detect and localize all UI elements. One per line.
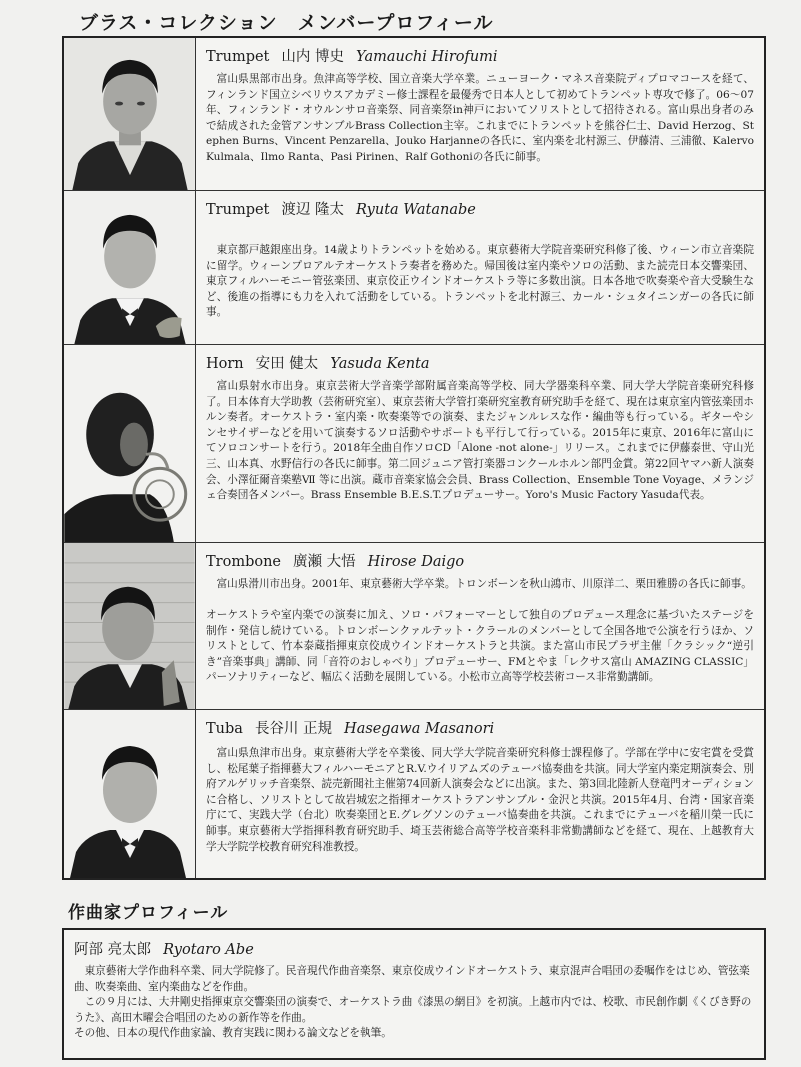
member-name-jp: 山内 博史 bbox=[281, 49, 344, 65]
composer-bio bbox=[74, 964, 754, 1042]
composer-bio-paragraph: この９月には、大井剛史指揮東京交響楽団の演奏で、オーケストラ曲《漆黒の網目》を初演。上越市内では、校歌、市民創作劇《くびき野のうた》、高田木曜会合唱団のための新作等を作曲。 bbox=[74, 996, 752, 1024]
member-bio: 富山県射水市出身。東京芸術大学音楽学部附属音楽高等学校、同大学器楽科卒業、同大学大学院音楽研究科修了。日本体育大学助教（芸術研究室）、東京芸術大学管打楽研究室教育研究助手を経て、現在は東京室内管弦楽団ホルン奏者。オーケストラ・室内楽・吹奏楽等での演奏、またジャンルレスな作・編曲等も行っている。ギターやシンセサイザーなどを用いて演奏するソロ活動やサポートも平行して行っている。2015年に東京、2016年に富山にてソロコンサートを行う。2018年全曲自作ソロCD「Alone -not alone-」リリース。これまでに伊藤泰世、守山光三、山本真、水野信行の各氏に師事。第二回ジュニア管打楽器コンクールホルン部門金賞。第22回ヤマハ新人演奏会、小澤征爾音楽塾Ⅶ 等に出演。蔵市音楽家協会会員、Brass Collection、Ensemble Tone Voyage、メランジェ合奏団各メンバー。Brass Ensemble B.E.S.T.プロデューサー。Yoro's Music Factory Yasuda代表。 bbox=[206, 380, 754, 502]
member-instrument: Trombone bbox=[206, 554, 282, 570]
member-profile-watanabe bbox=[64, 191, 764, 345]
member-bio: 富山県黒部市出身。魚津高等学校、国立音楽大学卒業。ニューヨーク・マネス音楽院ディプロマコースを経て、フィンランド国立シベリウスアカデミー修士課程を最優秀で日本人として初めてトランペット専攻で修了。06〜07年、フィンランド・オウルンサロ音楽祭、同音楽祭in神戸においてソリストとして招待される。富山県出身者のみで結成された金管アンサンブルBrass Collection主宰。これまでにトランペットを熊谷仁士、David Herzog、Stephen Burns、Vincent Penzarella、Jouko Harjanneの各氏に、室内楽を北村源三、伊藤清、三浦徹、Kalervo Kulmala、Ilmo Ranta、Pasi Pirinen、Ralf Gothoniの各氏に師事。 bbox=[206, 73, 754, 163]
member-instrument: Trumpet bbox=[206, 49, 270, 65]
member-name bbox=[206, 198, 476, 219]
composer-bio-paragraph: 東京藝術大学作曲科卒業、同大学院修了。民音現代作曲音楽祭、東京佼成ウインドオーケストラ、東京混声合唱団の委嘱作をはじめ、管弦楽曲、吹奏楽曲、室内楽曲などを作曲。 bbox=[74, 965, 750, 993]
member-bio: 富山県魚津市出身。東京藝術大学を卒業後、同大学大学院音楽研究科修士課程修了。学部在学中に安宅賞を受賞し、松尾葉子指揮藝大フィルハーモニアとR.V.ウイリアムズのテューバ協奏曲を共演。同大学室内楽定期演奏会、別府アルゲリッチ音楽祭、読売新聞社主催第74回新人演奏会などに出演。また、第3回北陸新人登竜門オーディションに合格し、ソリストとして故岩城宏之指揮オーケストラアンサンブル・金沢と共演。2015年4月、台湾・国家音楽庁にて、実践大学（台北）吹奏楽団とE.グレグソンのテューバ協奏曲を共演。これまでにテューバを稲川榮一氏に師事。東京藝術大学指揮科教育研究助手、埼玉芸術総合高等学校音楽科非常勤講師などを経て、現在、上越教育大学大学院学校教育研究科准教授。 bbox=[206, 747, 754, 853]
member-name-jp: 廣瀬 大悟 bbox=[293, 554, 356, 570]
member-name-en: Yamauchi Hirofumi bbox=[356, 49, 498, 65]
member-bio-continued: オーケストラや室内楽での演奏に加え、ソロ・パフォーマーとして独自のプロデュース理念に基づいたステージを制作・発信し続けている。トロンボーンクァルテット・クラールのメンバーとして全国各地で公演を行うほか、ソリストとして、竹本泰蔵指揮東京佼成ウインドオーケストラと共演。また富山市民プラザ主催「クラシック“逆引き”音楽事典」講師、同「音符のおしゃべり」プロデューサー、FMとやま「レクサス富山 AMAZING CLASSIC」パーソナリティーなど、幅広く活動を展開している。小松市立高等学校芸術コース非常勤講師。 bbox=[206, 609, 754, 684]
member-name-jp: 安田 健太 bbox=[255, 356, 319, 372]
member-profile-hirose bbox=[64, 543, 764, 710]
member-name-en: Hasegawa Masanori bbox=[344, 721, 495, 737]
member-photo bbox=[64, 345, 196, 542]
composer-name-jp: 阿部 亮太郎 bbox=[74, 942, 152, 958]
member-profile-yamauchi bbox=[64, 38, 764, 191]
member-profile-hasegawa bbox=[64, 710, 764, 878]
member-photo bbox=[64, 543, 196, 709]
composer-bio-paragraph: その他、日本の現代作曲家論、教育実践に関わる論文などを執筆。 bbox=[74, 1027, 392, 1040]
member-profiles bbox=[62, 36, 766, 880]
member-name-en: Ryuta Watanabe bbox=[356, 202, 476, 218]
member-instrument: Tuba bbox=[206, 721, 243, 737]
member-name bbox=[206, 352, 430, 373]
member-name-en: Hirose Daigo bbox=[367, 554, 465, 570]
member-name-en: Yasuda Kenta bbox=[330, 356, 430, 372]
composer-name-en: Ryotaro Abe bbox=[163, 942, 254, 958]
member-bio: 富山県滑川市出身。2001年、東京藝術大学卒業。トロンボーンを秋山鴻市、川原洋二、栗田雅勝の各氏に師事。 bbox=[216, 578, 752, 590]
composer-section-title: 作曲家プロフィール bbox=[68, 903, 229, 923]
member-photo bbox=[64, 710, 196, 878]
page-title: ブラス・コレクション メンバープロフィール bbox=[79, 12, 494, 34]
member-profile-yasuda bbox=[64, 345, 764, 543]
member-photo bbox=[64, 38, 196, 190]
member-name bbox=[206, 550, 464, 571]
composer-profile bbox=[62, 928, 766, 1060]
composer-name bbox=[74, 938, 254, 959]
member-instrument: Trumpet bbox=[206, 202, 270, 218]
member-name bbox=[206, 717, 494, 738]
member-name-jp: 長谷川 正規 bbox=[254, 721, 333, 737]
member-photo bbox=[64, 191, 196, 344]
member-name bbox=[206, 45, 498, 66]
member-instrument: Horn bbox=[206, 356, 244, 372]
member-bio: 東京都戸越銀座出身。14歳よりトランペットを始める。東京藝術大学院音楽研究科修了後、ウィーン市立音楽院に留学。ウィーンプロアルテオーケストラ奏者を務めた。帰国後は室内楽やソロの活動、また読売日本交響楽団、東京フィルハーモニー管弦楽団、東京佼正ウインドオーケストラ等に多数出演。日本各地で吹奏楽や音大受験生など、後進の指導にも力を入れて活動をしている。トランペットを北村源三、カール・シュタイニンガーの各氏に師事。 bbox=[206, 244, 754, 319]
member-name-jp: 渡辺 隆太 bbox=[281, 202, 344, 218]
